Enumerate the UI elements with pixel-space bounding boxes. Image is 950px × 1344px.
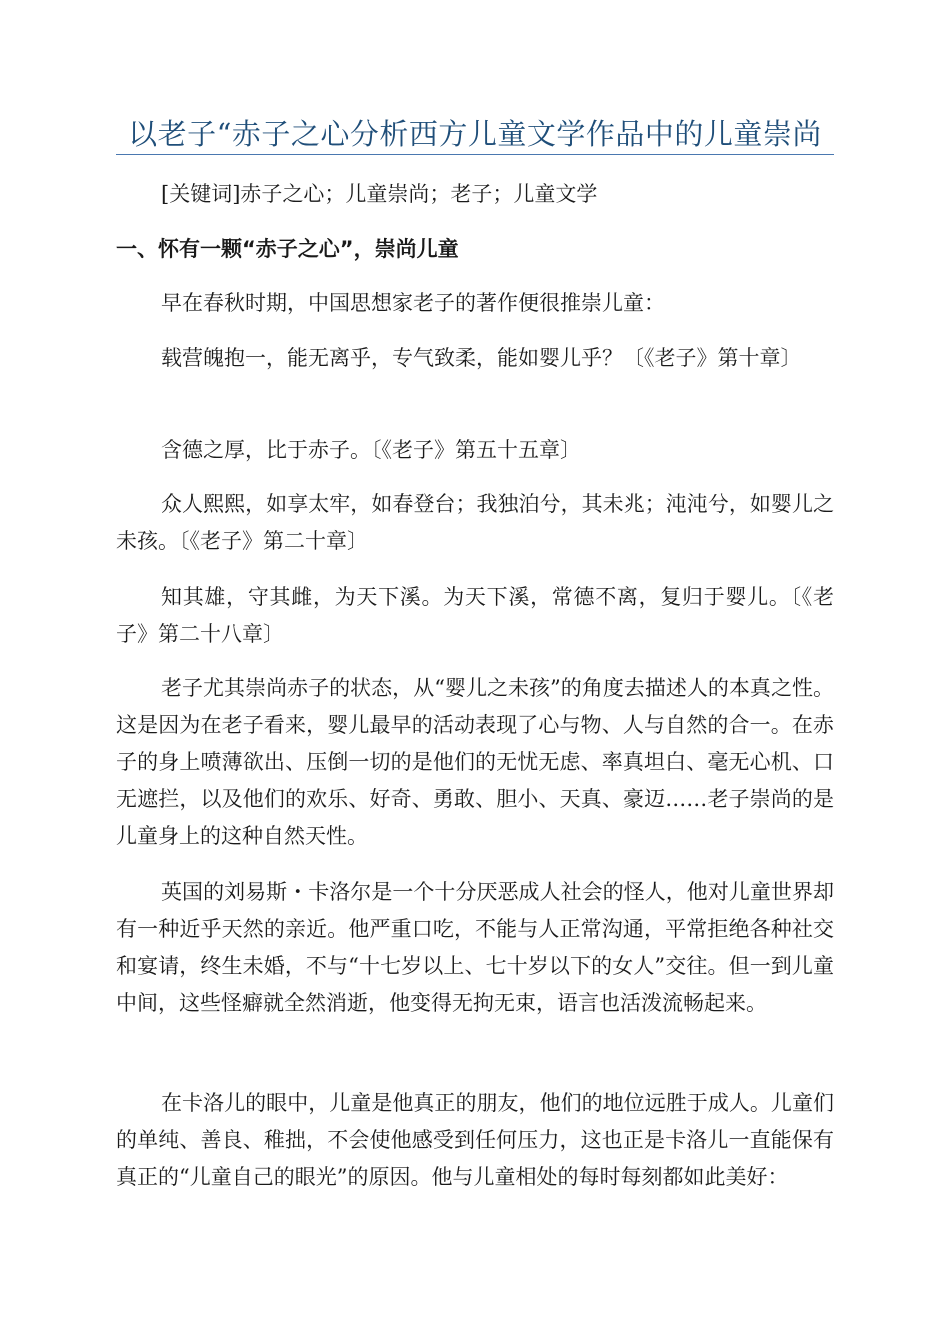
- section-heading: 一、怀有一颗“赤子之心”，崇尚儿童: [116, 237, 459, 261]
- keywords-line: [关键词]赤子之心；儿童崇尚；老子；儿童文学: [161, 182, 598, 206]
- paragraph-intro: 早在春秋时期，中国思想家老子的著作便很推崇儿童：: [161, 291, 665, 315]
- quote-chapter-20: 众人熙熙，如享太牢，如春登台；我独泊兮，其未兆；沌沌兮，如婴儿之未孩。〔《老子》第二十章〕: [116, 492, 834, 553]
- title-underline: [116, 154, 834, 155]
- paragraph-carroll-children: 在卡洛儿的眼中，儿童是他真正的朋友，他们的地位远胜于成人。儿童们的单纯、善良、稚拙，不会使他感受到任何压力，这也正是卡洛儿一直能保有真正的“儿童自己的眼光”的原因。他与儿童相处的每时每刻都如此美好：: [116, 1091, 834, 1189]
- quote-chapter-55: 含德之厚，比于赤子。〔《老子》第五十五章〕: [161, 438, 581, 462]
- paragraph-carroll-intro: 英国的刘易斯・卡洛尔是一个十分厌恶成人社会的怪人，他对儿童世界却有一种近乎天然的亲近。他严重口吃，不能与人正常沟通，平常拒绝各种社交和宴请，终生未婚，不与“十七岁以上、七十岁以下的女人”交往。但一到儿童中间，这些怪癖就全然消逝，他变得无拘无束，语言也活泼流畅起来。: [116, 880, 834, 1015]
- quote-chapter-10: 载营魄抱一，能无离乎，专气致柔，能如婴儿乎？〔《老子》第十章〕: [161, 346, 802, 370]
- paragraph-laozi-analysis: 老子尤其崇尚赤子的状态，从“婴儿之未孩”的角度去描述人的本真之性。这是因为在老子看来，婴儿最早的活动表现了心与物、人与自然的合一。在赤子的身上喷薄欲出、压倒一切的是他们的无忧无虑、率真坦白、毫无心机、口无遮拦，以及他们的欢乐、好奇、勇敢、胆小、天真、豪迈……老子崇尚的是儿童身上的这种自然天性。: [116, 676, 834, 848]
- document-title: 以老子“赤子之心分析西方儿童文学作品中的儿童崇尚: [128, 117, 822, 151]
- quote-chapter-28: 知其雄，守其雌，为天下溪。为天下溪，常德不离，复归于婴儿。〔《老子》第二十八章〕: [116, 585, 834, 646]
